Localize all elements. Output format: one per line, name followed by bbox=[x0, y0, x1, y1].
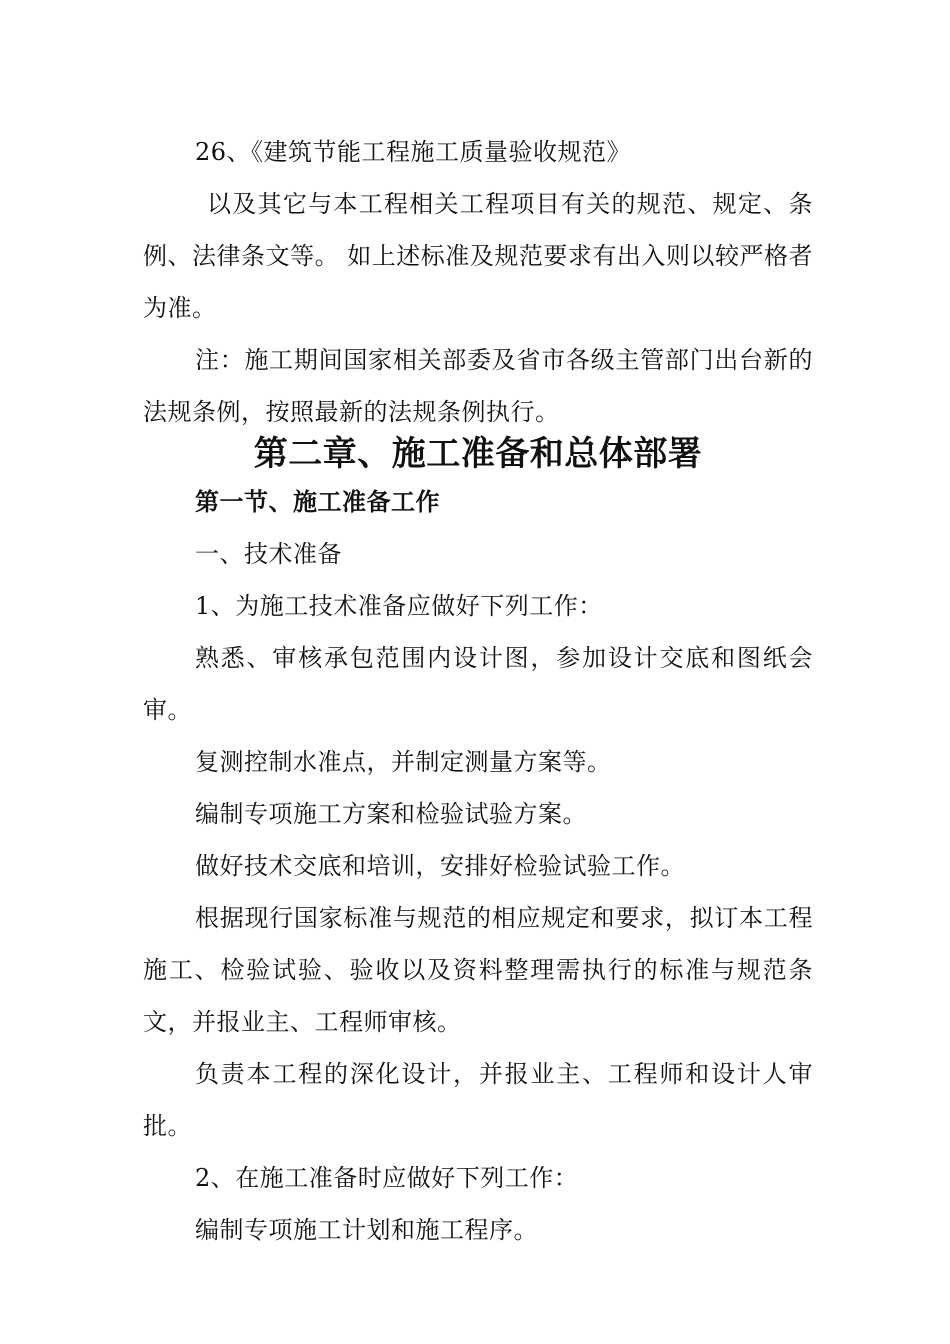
paragraph-standards-review: 根据现行国家标准与规范的相应规定和要求，拟订本工程施工、检验试验、验收以及资料整理需执行的标准与规范条文，并报业主、工程师审核。 bbox=[143, 904, 813, 1036]
paragraph-detailed-design: 负责本工程的深化设计，并报业主、工程师和设计人审批。 bbox=[143, 1060, 813, 1140]
chapter-heading-block bbox=[143, 424, 813, 484]
heading-technical-preparation: 一、技术准备 bbox=[195, 540, 342, 568]
paragraph-special-plan: 编制专项施工方案和检验试验方案。 bbox=[195, 800, 587, 828]
body-text-block bbox=[143, 476, 813, 1256]
chapter-title: 第二章、施工准备和总体部署 bbox=[253, 434, 703, 474]
paragraph-construction-schedule: 编制专项施工计划和施工程序。 bbox=[195, 1216, 538, 1244]
related-standards-paragraph: 以及其它与本工程相关工程项目有关的规范、规定、条例、法律条文等。 如上述标准及规范要求有出入则以较严格者为准。 bbox=[143, 190, 813, 322]
standard-item-26: 26、《建筑节能工程施工质量验收规范》 bbox=[195, 138, 632, 166]
item-1-heading: 1、为施工技术准备应做好下列工作： bbox=[195, 592, 603, 620]
paragraph-survey-benchmark: 复测控制水准点，并制定测量方案等。 bbox=[195, 748, 612, 776]
paragraph-technical-briefing: 做好技术交底和培训，安排好检验试验工作。 bbox=[195, 852, 685, 880]
item-2-heading: 2、在施工准备时应做好下列工作： bbox=[195, 1164, 579, 1192]
section-title: 第一节、施工准备工作 bbox=[195, 487, 440, 516]
top-text-block bbox=[143, 126, 813, 438]
note-paragraph: 注：施工期间国家相关部委及省市各级主管部门出台新的法规条例，按照最新的法规条例执行。 bbox=[143, 346, 813, 426]
paragraph-review-drawings: 熟悉、审核承包范围内设计图，参加设计交底和图纸会审。 bbox=[143, 644, 813, 724]
